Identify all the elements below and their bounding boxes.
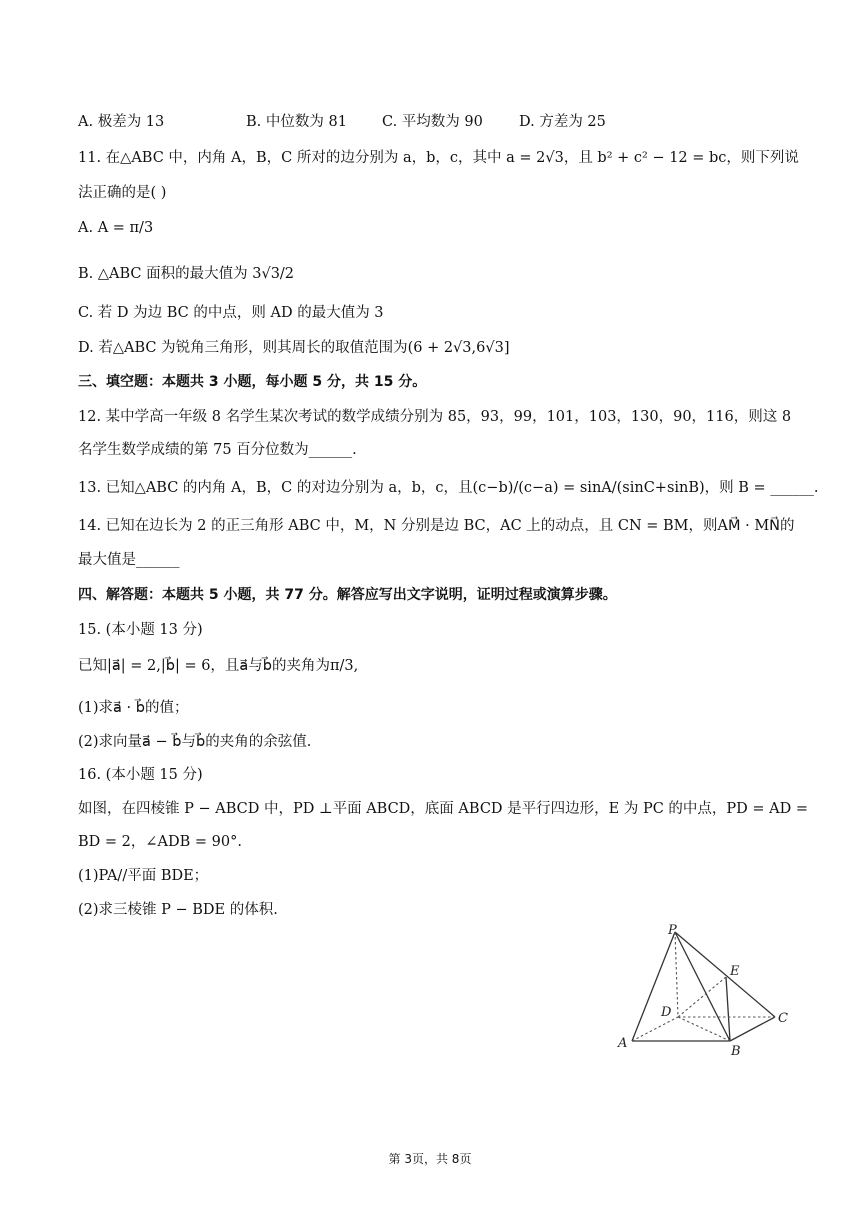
q15-title: 15. (本小题 13 分) — [78, 622, 203, 638]
edge-pd-hidden — [675, 932, 678, 1017]
section3-header: 三、填空题：本题共 3 小题，每小题 5 分，共 15 分。 — [78, 374, 427, 390]
q14-line1: 14. 已知在边长为 2 的正三角形 ABC 中，M，N 分别是边 BC，AC 上的动点，且 CN = BM，则AM⃗ · MN⃗的 — [78, 518, 795, 534]
edge-pc — [675, 932, 775, 1017]
edge-bc — [730, 1017, 775, 1041]
edge-ad-hidden — [632, 1017, 678, 1041]
q15-given: 已知|a⃗| = 2,|b⃗| = 6，且a⃗与b⃗的夹角为π/3, — [78, 658, 359, 674]
edge-pb — [675, 932, 730, 1041]
edge-be — [726, 977, 730, 1041]
label-d: D — [661, 1005, 672, 1020]
q11-option-d: D. 若△ABC 为锐角三角形，则其周长的取值范围为(6 + 2√3,6√3] — [78, 340, 510, 356]
page-footer: 第 3页，共 8页 — [388, 1152, 472, 1166]
pyramid-figure — [612, 920, 792, 1060]
label-c: C — [778, 1011, 788, 1026]
q14-line2: 最大值是______ — [78, 552, 180, 568]
q10-option-d: D. 方差为 25 — [519, 114, 606, 130]
q11-option-b: B. △ABC 面积的最大值为 3√3/2 — [78, 266, 295, 282]
q11-option-a: A. A = π/3 — [78, 220, 154, 236]
q15-part2: (2)求向量a⃗ − b⃗与b⃗的夹角的余弦值. — [78, 734, 312, 750]
label-a: A — [618, 1036, 628, 1051]
q12-line1: 12. 某中学高一年级 8 名学生某次考试的数学成绩分别为 85，93，99，101，103，130，90，116，则这 8 — [78, 409, 792, 425]
section4-header: 四、解答题：本题共 5 小题，共 77 分。解答应写出文字说明，证明过程或演算步骤。 — [78, 587, 617, 603]
label-b: B — [731, 1044, 741, 1059]
q16-part2: (2)求三棱锥 P − BDE 的体积. — [78, 902, 278, 918]
edge-db-hidden — [678, 1017, 730, 1041]
q10-option-b: B. 中位数为 81 — [246, 114, 347, 130]
q16-part1: (1)PA//平面 BDE； — [78, 868, 209, 884]
label-e: E — [730, 964, 740, 979]
edge-pa — [632, 932, 675, 1041]
q16-line1: 如图，在四棱锥 P − ABCD 中，PD ⊥平面 ABCD，底面 ABCD 是平行四边形，E 为 PC 的中点，PD = AD = — [78, 801, 809, 817]
q10-option-a: A. 极差为 13 — [78, 114, 165, 130]
q11-option-c: C. 若 D 为边 BC 的中点，则 AD 的最大值为 3 — [78, 305, 384, 321]
q10-option-c: C. 平均数为 90 — [382, 114, 483, 130]
q11-stem-line1: 11. 在△ABC 中，内角 A，B，C 所对的边分别为 a，b，c，其中 a = 2√3，且 b² + c² − 12 = bc，则下列说 — [78, 150, 799, 166]
q12-line2: 名学生数学成绩的第 75 百分位数为______. — [78, 442, 357, 458]
q15-part1: (1)求a⃗ · b⃗的值； — [78, 700, 189, 716]
q16-line2: BD = 2，∠ADB = 90°. — [78, 834, 242, 850]
q11-stem-line2: 法正确的是( ) — [78, 185, 167, 201]
q13-text: 13. 已知△ABC 的内角 A，B，C 的对边分别为 a，b，c，且(c−b)/(c−a) = sinA/(sinC+sinB)，则 B = ______. — [78, 480, 819, 496]
label-p: P — [668, 923, 677, 938]
q16-title: 16. (本小题 15 分) — [78, 767, 203, 783]
edge-de-hidden — [678, 977, 726, 1017]
